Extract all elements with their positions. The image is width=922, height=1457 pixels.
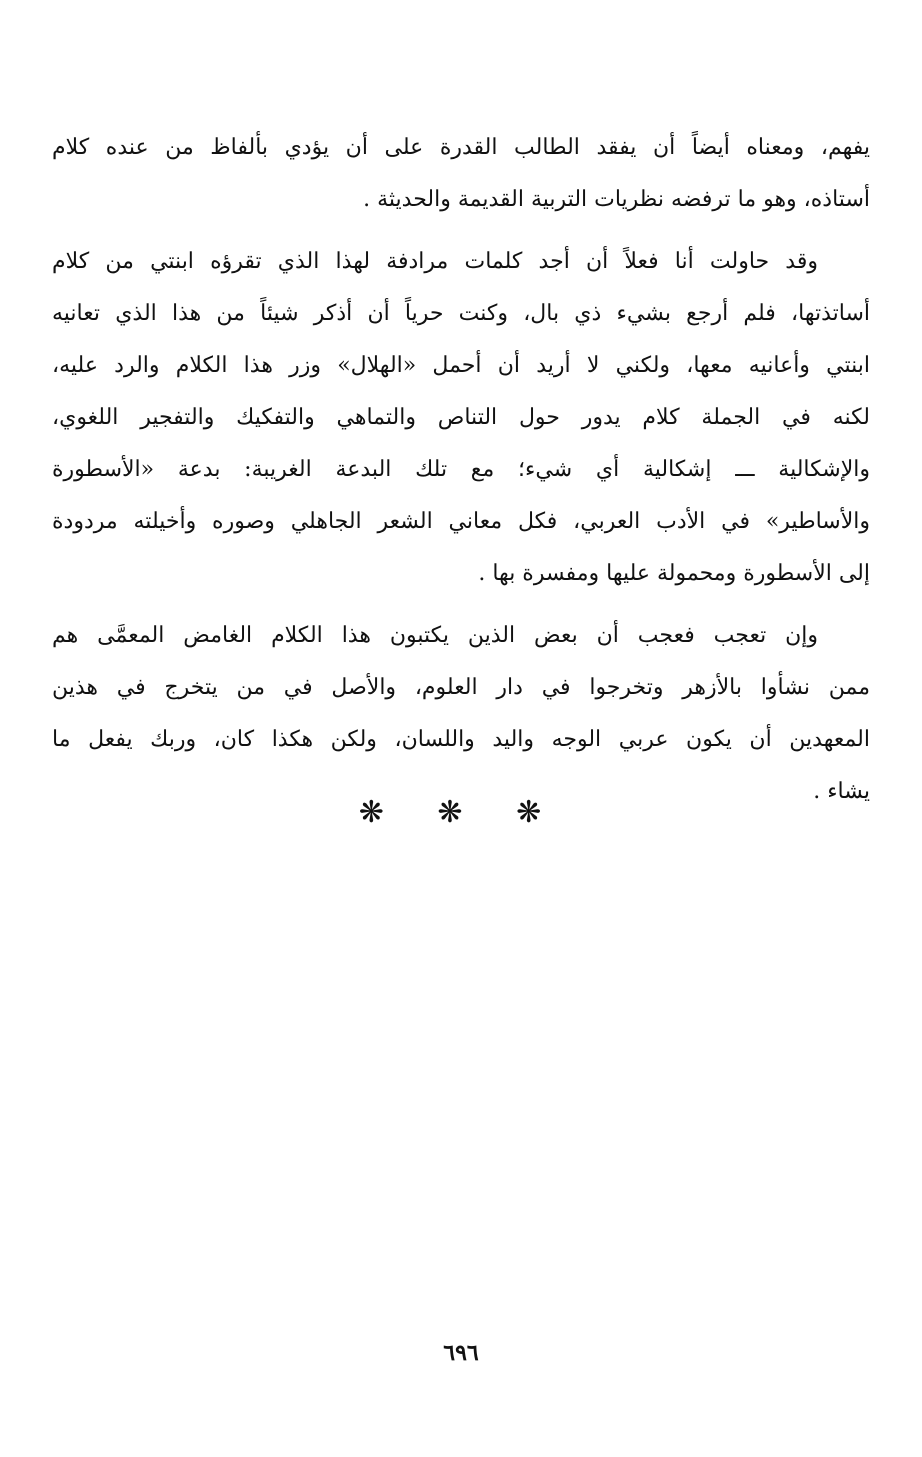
paragraph-1 xyxy=(52,122,870,226)
text-line: يشاء . xyxy=(813,779,870,804)
text-line: لكنه في الجملة كلام يدور حول التناص والتماهي والتفكيك والتفجير اللغوي، xyxy=(52,405,870,430)
text-line: أساتذتها، فلم أرجع بشيء ذي بال، وكنت حرياً أن أذكر شيئاً من هذا الذي تعانيه xyxy=(52,301,870,326)
text-line: وإن تعجب فعجب أن بعض الذين يكتبون هذا الكلام الغامض المعمَّى هم xyxy=(52,623,818,648)
text-line: ابنتي وأعانيه معها، ولكني لا أريد أن أحمل «الهلال» وزر هذا الكلام والرد عليه، xyxy=(52,353,870,378)
paragraph-2 xyxy=(52,236,870,600)
text-line: المعهدين أن يكون عربي الوجه واليد واللسان، ولكن هكذا كان، وربك يفعل ما xyxy=(52,727,870,752)
paragraph-3 xyxy=(52,610,870,818)
text-line: أستاذه، وهو ما ترفضه نظريات التربية القديمة والحديثة . xyxy=(363,187,870,212)
text-line: ممن نشأوا بالأزهر وتخرجوا في دار العلوم، والأصل في من يتخرج في هذين xyxy=(52,675,870,700)
page-number: ٦٩٦ xyxy=(443,1340,479,1366)
section-separator: ❋ ❋ ❋ xyxy=(358,795,564,830)
body-text xyxy=(52,122,870,828)
text-line: والأساطير» في الأدب العربي، فكل معاني الشعر الجاهلي وصوره وأخيلته مردودة xyxy=(52,509,870,534)
text-line: والإشكالية ـــ إشكالية أي شيء؛ مع تلك البدعة الغريبة: بدعة «الأسطورة xyxy=(52,457,870,482)
text-line: إلى الأسطورة ومحمولة عليها ومفسرة بها . xyxy=(478,561,870,586)
text-line: وقد حاولت أنا فعلاً أن أجد كلمات مرادفة لهذا الذي تقرؤه ابنتي من كلام xyxy=(52,249,818,274)
text-line: يفهم، ومعناه أيضاً أن يفقد الطالب القدرة على أن يؤدي بألفاظ من عنده كلام xyxy=(52,135,870,160)
